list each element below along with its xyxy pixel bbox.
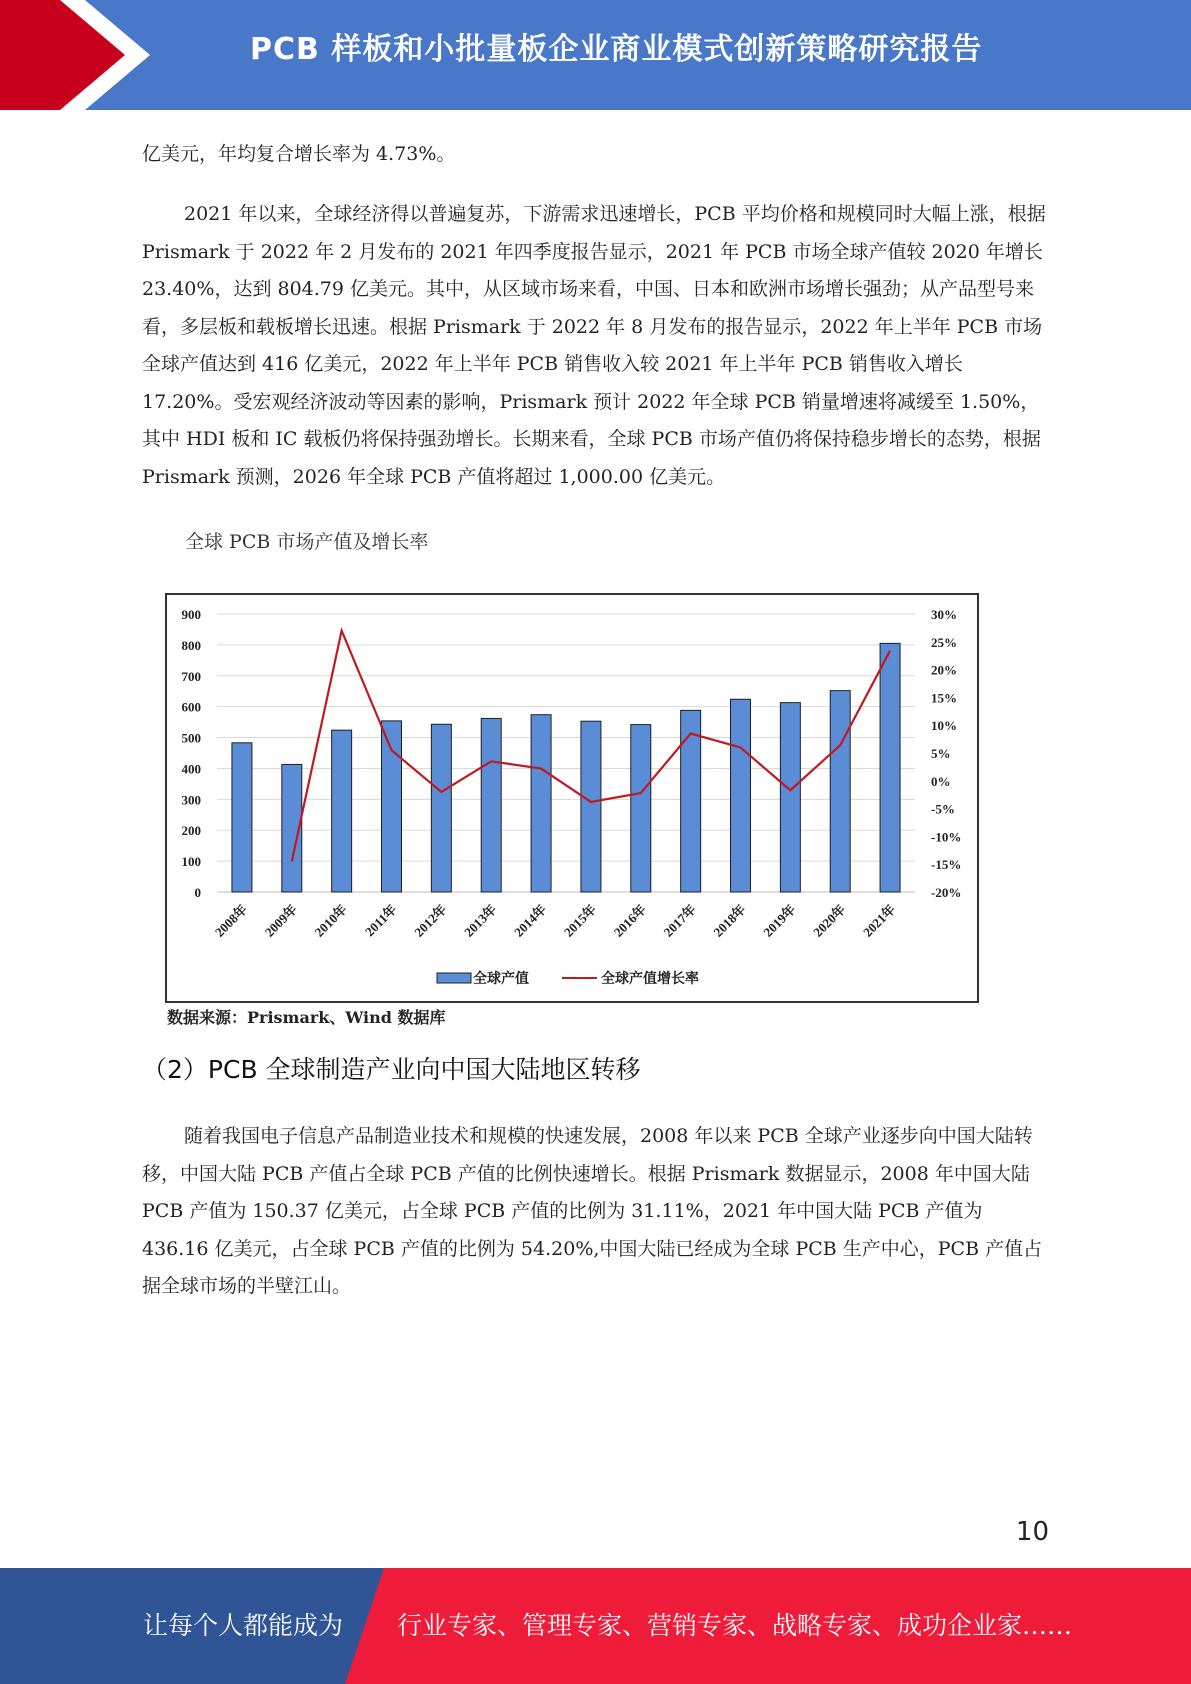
y-left-tick-label: 800 (181, 637, 201, 653)
page-footer (0, 1568, 1191, 1684)
x-tick-label: 2013年 (461, 901, 500, 940)
page-header (0, 0, 1191, 110)
y-right-tick-label: -10% (931, 829, 962, 845)
legend-line-label: 全球产值增长率 (601, 971, 699, 987)
bar-2018年 (731, 699, 751, 892)
bar-2015年 (581, 721, 601, 892)
y-right-tick-label: -5% (931, 801, 955, 817)
bar-2010年 (332, 730, 352, 892)
bar-2011年 (382, 721, 402, 892)
x-tick-label: 2017年 (660, 901, 699, 940)
bar-2016年 (631, 725, 651, 892)
y-left-tick-label: 100 (181, 854, 201, 870)
paragraph-1 (142, 136, 1047, 174)
y-left-tick-label: 700 (181, 668, 201, 684)
x-tick-label: 2016年 (610, 901, 649, 940)
x-tick-label: 2021年 (859, 901, 899, 940)
x-tick-label: 2009年 (261, 901, 300, 940)
paragraph-1-text: 亿美元，年均复合增长率为 4.73%。 (142, 143, 456, 165)
footer-slogan-right: 行业专家、管理专家、营销专家、战略专家、成功企业家…… (397, 1611, 1073, 1640)
figure-caption: 全球 PCB 市场产值及增长率 (185, 531, 429, 553)
y-left-tick-label: 500 (181, 730, 201, 746)
data-source: 数据来源：Prismark、Wind 数据库 (167, 1008, 446, 1027)
y-right-tick-label: 15% (931, 690, 957, 706)
x-tick-label: 2018年 (710, 901, 749, 940)
bar-2014年 (531, 715, 551, 892)
y-right-tick-label: 20% (931, 662, 957, 678)
legend-bar-swatch (437, 973, 471, 983)
y-right-tick-label: 10% (931, 718, 957, 734)
y-right-tick-label: 30% (931, 607, 957, 622)
header-title: PCB 样板和小批量板企业商业模式创新策略研究报告 (250, 32, 983, 67)
y-left-tick-label: 400 (181, 761, 201, 777)
y-left-tick-label: 900 (181, 607, 201, 622)
paragraph-2 (142, 196, 1047, 496)
y-right-tick-label: 0% (931, 773, 951, 789)
legend-bar-label: 全球产值 (473, 971, 529, 987)
footer-slogan-left: 让每个人都能成为 (143, 1611, 344, 1640)
y-left-tick-label: 300 (181, 792, 201, 808)
x-tick-label: 2014年 (510, 901, 550, 940)
y-right-tick-label: 25% (931, 634, 957, 650)
section-heading: （2）PCB 全球制造产业向中国大陆地区转移 (142, 1055, 641, 1084)
x-tick-label: 2010年 (311, 901, 350, 940)
y-left-tick-label: 0 (194, 885, 201, 900)
bar-2012年 (431, 724, 451, 892)
y-right-tick-label: -15% (931, 857, 962, 873)
y-right-tick-label: -20% (931, 885, 962, 900)
paragraph-2-text: 2021 年以来，全球经济得以普遍复苏，下游需求迅速增长，PCB 平均价格和规模同时大幅上涨，根据 Prismark 于 2022 年 2 月发布的 2021 年四季度报告显示，2021 年 PCB 市场全球产值较 2020 年增长 23.40%，达到 804.79 亿美元。其中，从区域市场来看，中国、日本和欧洲市场增长强劲；从产品型号来看，多层板和载板增长迅速。根据 Prismark 于 2022 年 8 月发布的报告显示，2022 年上半年 PCB 市场全球产值达到 416 亿美元，2022 年上半年 PCB 销售收入较 2021 年上半年 PCB 销售收入增长 17.20%。受宏观经济波动等因素的影响，Prismark 预计 2022 年全球 PCB 销量增速将减缓至 1.50%，其中 HDI 板和 IC 载板仍将保持强劲增长。长期来看，全球 PCB 市场产值仍将保持稳步增长的态势，根据 Prismark 预测，2026 年全球 PCB 产值将超过 1,000.00 亿美元。 (142, 203, 1046, 488)
x-tick-label: 2008年 (211, 901, 251, 940)
header-chevron-decoration (0, 0, 160, 110)
y-left-tick-label: 200 (181, 823, 201, 839)
paragraph-3 (142, 1118, 1047, 1306)
x-tick-label: 2020年 (810, 901, 849, 940)
x-tick-label: 2011年 (361, 901, 400, 940)
paragraph-3-text: 随着我国电子信息产品制造业技术和规模的快速发展，2008 年以来 PCB 全球产业逐步向中国大陆转移，中国大陆 PCB 产值占全球 PCB 产值的比例快速增长。根据 Prismark 数据显示，2008 年中国大陆 PCB 产值为 150.37 亿美元，占全球 PCB 产值的比例为 31.11%，2021 年中国大陆 PCB 产值为 436.16 亿美元，占全球 PCB 产值的比例为 54.20%,中国大陆已经成为全球 PCB 生产中心，PCB 产值占据全球市场的半壁江山。 (142, 1125, 1043, 1297)
bar-2017年 (681, 710, 701, 892)
y-left-tick-label: 600 (181, 699, 201, 715)
bar-2013年 (481, 718, 501, 892)
bar-2019年 (780, 703, 800, 892)
pcb-market-chart (167, 595, 977, 1001)
bar-2020年 (830, 691, 850, 892)
chart-frame (165, 593, 979, 1003)
x-tick-label: 2019年 (760, 901, 799, 940)
x-tick-label: 2015年 (560, 901, 600, 940)
bar-2021年 (880, 643, 900, 892)
y-right-tick-label: 5% (931, 746, 951, 761)
bar-2008年 (232, 743, 252, 892)
page-number: 10 (1015, 1517, 1049, 1547)
x-tick-label: 2012年 (411, 901, 450, 940)
